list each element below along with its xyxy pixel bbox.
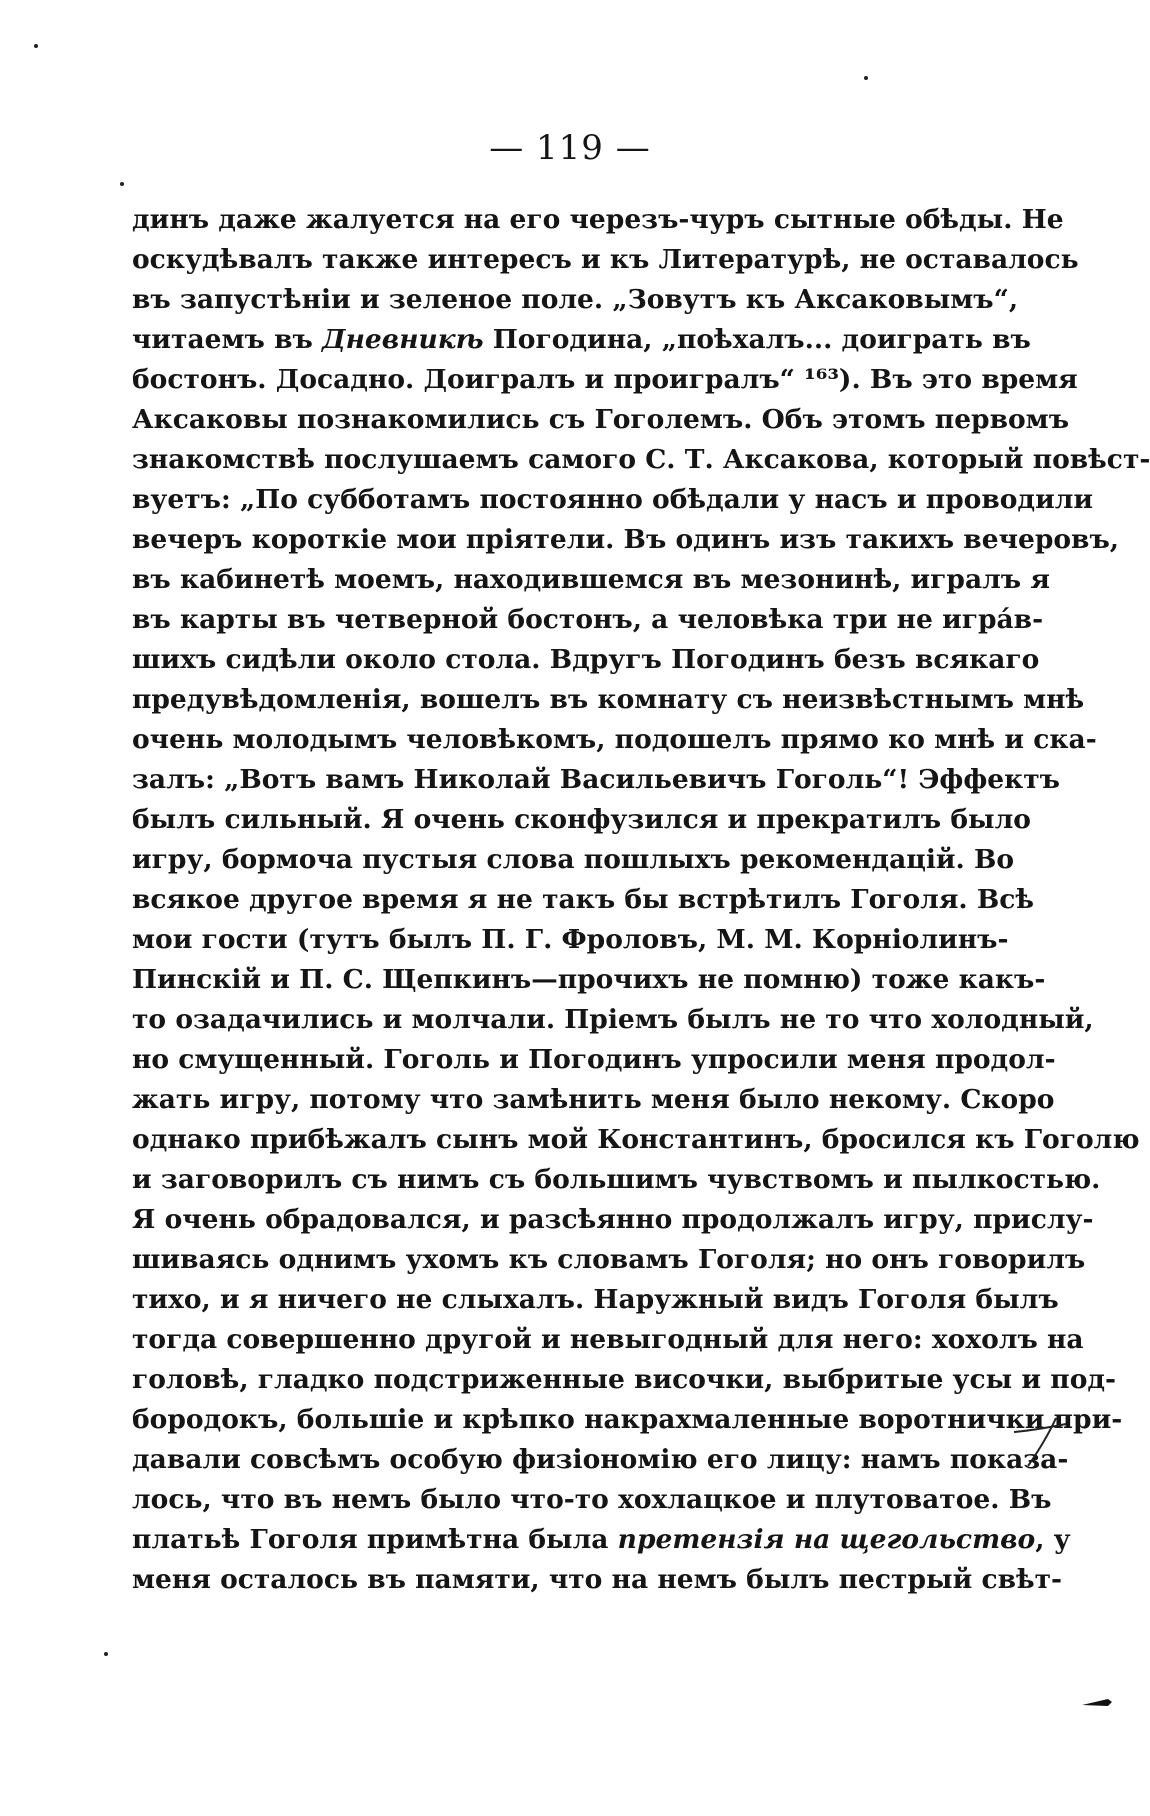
text-line: [132, 240, 1079, 280]
text-segment: динъ даже жалуется на его черезъ-чуръ сытные обѣды. Не: [132, 204, 1064, 235]
text-segment: платьѣ Гоголя примѣтна была: [132, 1524, 618, 1555]
text-segment: бостонъ. Досадно. Доигралъ и проигралъ“ ¹⁶³). Въ это время: [132, 364, 1078, 395]
text-line: [132, 1480, 1052, 1520]
text-line: [132, 1400, 1123, 1440]
text-segment: жать игру, потому что замѣнить меня было некому. Скоро: [132, 1084, 1055, 1115]
text-line: [132, 320, 1031, 360]
italic-text-segment: претензія на щегольство: [617, 1524, 1036, 1555]
text-segment: въ кабинетѣ моемъ, находившемся въ мезонинѣ, игралъ я: [132, 564, 1050, 595]
text-segment: то озадачились и молчали. Пріемъ былъ не то что холодный,: [132, 1004, 1094, 1035]
text-line: [132, 1240, 1086, 1280]
text-segment: въ карты въ четверной бостонъ, а человѣка три не игрáв-: [132, 604, 1044, 635]
text-line: [132, 920, 1009, 960]
speck-icon: [34, 44, 38, 48]
handwritten-mark-icon: [1006, 1410, 1076, 1480]
text-segment: вечеръ короткіе мои пріятели. Въ одинъ изъ такихъ вечеровъ,: [132, 524, 1120, 555]
text-segment: лось, что въ немъ было что-то хохлацкое и плутоватое. Въ: [132, 1484, 1052, 1515]
text-segment: бородокъ, большіе и крѣпко накрахмаленные воротнички при-: [132, 1404, 1123, 1435]
text-segment: но смущенный. Гоголь и Погодинъ упросили меня продол-: [132, 1044, 1056, 1075]
italic-text-segment: Дневникѣ: [322, 324, 484, 355]
text-line: [132, 760, 1060, 800]
text-line: [132, 1080, 1055, 1120]
page-number: — 119 —: [489, 128, 651, 168]
text-line: [132, 840, 1015, 880]
body-text: [132, 200, 1150, 1600]
text-line: [132, 520, 1120, 560]
text-segment: предувѣдомленія, вошелъ въ комнату съ неизвѣстнымъ мнѣ: [132, 684, 1085, 715]
text-line: [132, 1440, 1069, 1480]
text-line: [132, 800, 1031, 840]
text-line: [132, 200, 1064, 240]
speck-icon: [104, 1652, 108, 1656]
text-segment: былъ сильный. Я очень сконфузился и прекратилъ было: [132, 804, 1031, 835]
text-line: [132, 280, 1019, 320]
text-segment: тогда совершенно другой и невыгодный для него: хохолъ на: [132, 1324, 1084, 1355]
text-segment: головѣ, гладко подстриженные височки, выбритые усы и под-: [132, 1364, 1117, 1395]
speck-icon: [864, 76, 868, 80]
text-segment: Аксаковы познакомились съ Гоголемъ. Объ этомъ первомъ: [132, 404, 1070, 435]
text-segment: очень молодымъ человѣкомъ, подошелъ прямо ко мнѣ и ска-: [132, 724, 1097, 755]
text-line: [132, 1560, 1063, 1600]
text-line: [132, 560, 1050, 600]
text-segment: однако прибѣжалъ сынъ мой Константинъ, бросился къ Гоголю: [132, 1124, 1140, 1155]
text-line: [132, 440, 1150, 480]
text-line: [132, 480, 1094, 520]
text-segment: залъ: „Вотъ вамъ Николай Васильевичъ Гоголь“! Эффектъ: [132, 764, 1060, 795]
text-line: [132, 400, 1070, 440]
text-line: [132, 1160, 1101, 1200]
text-segment: меня осталось въ памяти, что на немъ былъ пестрый свѣт-: [132, 1564, 1063, 1595]
text-segment: шихъ сидѣли около стола. Вдругъ Погодинъ безъ всякаго: [132, 644, 1040, 675]
text-segment: читаемъ въ: [132, 324, 323, 355]
text-line: [132, 1320, 1084, 1360]
text-segment: Погодина, „поѣхалъ... доиграть въ: [483, 324, 1031, 355]
text-line: [132, 1520, 1071, 1560]
text-segment: знакомствѣ послушаемъ самого С. Т. Аксакова, который повѣст-: [132, 444, 1150, 475]
text-segment: Пинскій и П. С. Щепкинъ—прочихъ не помню) тоже какъ-: [132, 964, 1046, 995]
text-line: [132, 1040, 1056, 1080]
text-segment: тихо, и я ничего не слыхалъ. Наружный видъ Гоголя былъ: [132, 1284, 1059, 1315]
text-segment: мои гости (тутъ былъ П. Г. Фроловъ, М. М. Корніолинъ-: [132, 924, 1009, 955]
text-segment: давали совсѣмъ особую физіономію его лицу: намъ показа-: [132, 1444, 1069, 1475]
text-line: [132, 640, 1040, 680]
text-segment: Я очень обрадовался, и разсѣянно продолжалъ игру, прислу-: [132, 1204, 1094, 1235]
text-line: [132, 1200, 1094, 1240]
text-line: [132, 680, 1085, 720]
text-segment: оскудѣвалъ также интересъ и къ Литературѣ, не оставалось: [132, 244, 1079, 275]
text-segment: и заговорилъ съ нимъ съ большимъ чувствомъ и пылкостью.: [132, 1164, 1101, 1195]
text-line: [132, 720, 1097, 760]
text-segment: вуетъ: „По субботамъ постоянно обѣдали у насъ и проводили: [132, 484, 1094, 515]
text-line: [132, 600, 1044, 640]
text-line: [132, 1000, 1094, 1040]
text-line: [132, 1120, 1140, 1160]
text-segment: , у: [1035, 1524, 1071, 1555]
text-segment: въ запустѣніи и зеленое поле. „Зовутъ къ Аксаковымъ“,: [132, 284, 1019, 315]
text-line: [132, 1360, 1117, 1400]
text-segment: всякое другое время я не такъ бы встрѣтилъ Гоголя. Всѣ: [132, 884, 1035, 915]
text-segment: игру, бормоча пустыя слова пошлыхъ рекомендацій. Во: [132, 844, 1015, 875]
ink-blot-icon: [1082, 1692, 1112, 1702]
speck-icon: [120, 182, 124, 186]
text-line: [132, 960, 1046, 1000]
text-segment: шиваясь однимъ ухомъ къ словамъ Гоголя; но онъ говорилъ: [132, 1244, 1086, 1275]
text-line: [132, 360, 1078, 400]
text-line: [132, 880, 1035, 920]
text-line: [132, 1280, 1059, 1320]
